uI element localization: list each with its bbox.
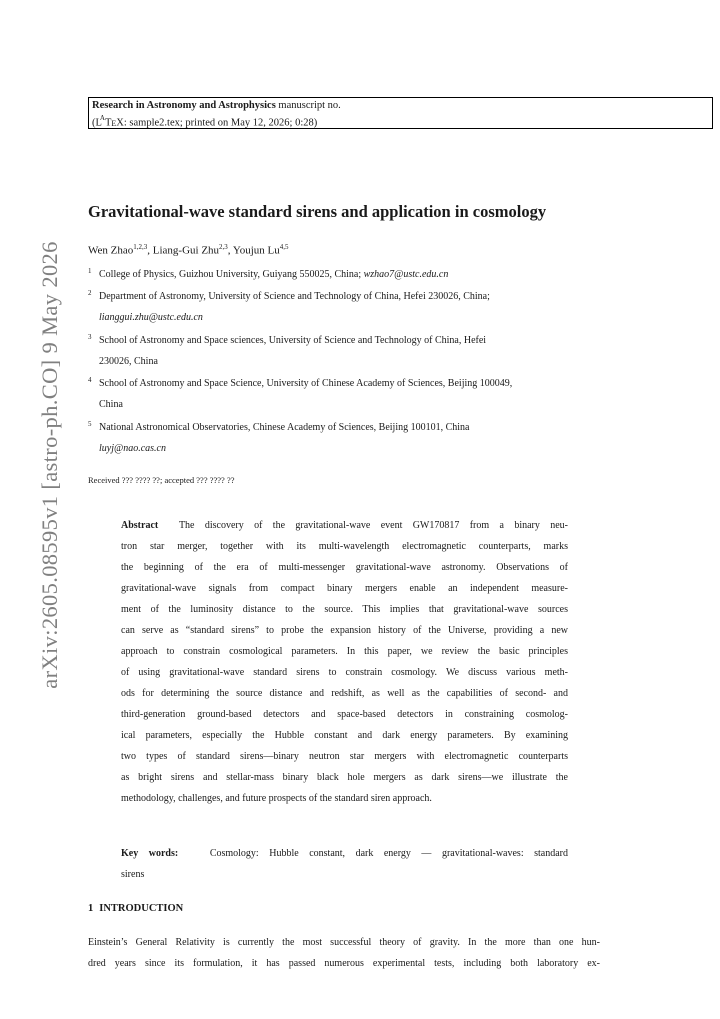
- abstract-line: ods for determining the source distance and redshift, as well as the capabilities of second- and: [121, 688, 568, 699]
- author-affiliation-marks: 4,5: [279, 243, 289, 251]
- affiliation-number: 2: [88, 289, 92, 297]
- keywords-text: Cosmology: Hubble constant, dark energy — gravitational-waves: standard: [209, 848, 569, 859]
- affiliation-text-continued: China: [99, 399, 123, 410]
- latex-logo-e: E: [111, 119, 117, 128]
- keywords-block: [121, 843, 568, 885]
- abstract-line-text: The discovery of the gravitational-wave event GW170817 from a binary neu-: [178, 520, 568, 531]
- author-separator: ,: [147, 244, 153, 257]
- affiliation-number: 3: [88, 333, 92, 341]
- abstract-line: methodology, challenges, and future prospects of the standard siren approach.: [121, 793, 432, 804]
- abstract-line: gravitational-wave signals from compact binary mergers enable an independent measure-: [121, 583, 568, 594]
- author-affiliation-marks: 1,2,3: [133, 243, 148, 251]
- paper-title: Gravitational-wave standard sirens and application in cosmology: [88, 202, 547, 221]
- abstract-line: tron star merger, together with its multi-wavelength electromagnetic counterparts, marks: [121, 541, 568, 552]
- manuscript-header-box: [88, 97, 713, 129]
- affiliation-text: School of Astronomy and Space sciences, University of Science and Technology of China, Hefei: [99, 335, 487, 346]
- keywords-label: Key words:: [121, 848, 179, 859]
- email-link[interactable]: lianggui.zhu@ustc.edu.cn: [99, 312, 203, 323]
- journal-name: Research in Astronomy and Astrophysics: [92, 100, 276, 111]
- abstract-line: [121, 515, 568, 536]
- abstract-line: two types of standard sirens—binary neutron star mergers with electromagnetic counterparts: [121, 751, 568, 762]
- affiliation-text-continued: 230026, China: [99, 356, 158, 367]
- intro-paragraph: [88, 932, 600, 974]
- latex-logo-l: (L: [92, 117, 102, 128]
- email-link[interactable]: wzhao7@ustc.edu.cn: [363, 269, 449, 280]
- affiliation-number: 5: [88, 420, 92, 428]
- body-text-line: dred years since its formulation, it has passed numerous experimental tests, including both laboratory ex-: [88, 958, 600, 969]
- abstract-line: as bright sirens and stellar-mass binary black hole mergers as dark sirens—we illustrate the: [121, 772, 568, 783]
- abstract-label: Abstract: [121, 520, 159, 531]
- abstract-line: approach to constrain cosmological parameters. In this paper, we review the basic principles: [121, 646, 568, 657]
- latex-logo-x: X: [116, 117, 124, 128]
- abstract-line: ical parameters, especially the Hubble constant and dark energy parameters. By examining: [121, 730, 568, 741]
- affiliation-1: [88, 264, 608, 285]
- affiliation-text: College of Physics, Guizhou University, Guiyang 550025, China;: [99, 269, 364, 280]
- keywords-line: sirens: [121, 869, 145, 880]
- author-separator: ,: [227, 244, 233, 257]
- section-heading: [88, 903, 183, 914]
- affiliation-4: [88, 373, 608, 415]
- abstract-line: of using gravitational-wave standard sirens to constrain cosmology. We discuss various meth-: [121, 667, 568, 678]
- received-accepted-dates: Received ??? ???? ??; accepted ??? ???? ??: [88, 475, 235, 485]
- author-name: Youjun Lu: [232, 244, 280, 257]
- abstract-line: the beginning of the era of multi-messenger gravitational-wave astronomy. Observations of: [121, 562, 568, 573]
- manuscript-suffix: manuscript no.: [275, 100, 341, 111]
- affiliation-number: 4: [88, 376, 92, 384]
- author-list: [88, 243, 289, 257]
- abstract-line: third-generation ground-based detectors and space-based detectors in constraining cosmolog-: [121, 709, 568, 720]
- manuscript-line-2: [92, 113, 709, 130]
- arxiv-identifier: arXiv:2605.08595v1 [astro-ph.CO] 9 May 2026: [37, 241, 62, 689]
- affiliation-text: National Astronomical Observatories, Chinese Academy of Sciences, Beijing 100101, China: [99, 422, 470, 433]
- email-link[interactable]: luyj@nao.cas.cn: [99, 443, 166, 454]
- latex-logo-a: A: [99, 113, 105, 122]
- affiliation-5: [88, 417, 608, 459]
- manuscript-line-1: [92, 100, 709, 113]
- author-name: Liang-Gui Zhu: [152, 244, 220, 257]
- affiliation-2: [88, 286, 608, 328]
- abstract-line: ment of the luminosity distance to the source. This implies that gravitational-wave sources: [121, 604, 568, 615]
- affiliation-text: Department of Astronomy, University of Science and Technology of China, Hefei 230026, China;: [99, 291, 490, 302]
- section-number: 1: [88, 903, 94, 914]
- body-text-line: Einstein’s General Relativity is currently the most successful theory of gravity. In the more than one hun-: [88, 937, 600, 948]
- affiliation-3: [88, 330, 608, 372]
- author-name: Wen Zhao: [88, 244, 134, 257]
- section-title: INTRODUCTION: [99, 903, 184, 914]
- affiliation-number: 1: [88, 267, 92, 275]
- manuscript-print-info: : sample2.tex; printed on May 12, 2026; 0:28): [123, 117, 318, 128]
- arxiv-side-stamp: [0, 0, 70, 1019]
- keywords-line: [121, 843, 568, 864]
- abstract-line: can serve as “standard sirens” to probe the expansion history of the Universe, providing a new: [121, 625, 568, 636]
- affiliation-text: School of Astronomy and Space Science, University of Chinese Academy of Sciences, Beijing 100049,: [99, 378, 513, 389]
- latex-logo-t: T: [104, 117, 112, 128]
- author-affiliation-marks: 2,3: [219, 243, 228, 251]
- abstract-block: [121, 515, 568, 809]
